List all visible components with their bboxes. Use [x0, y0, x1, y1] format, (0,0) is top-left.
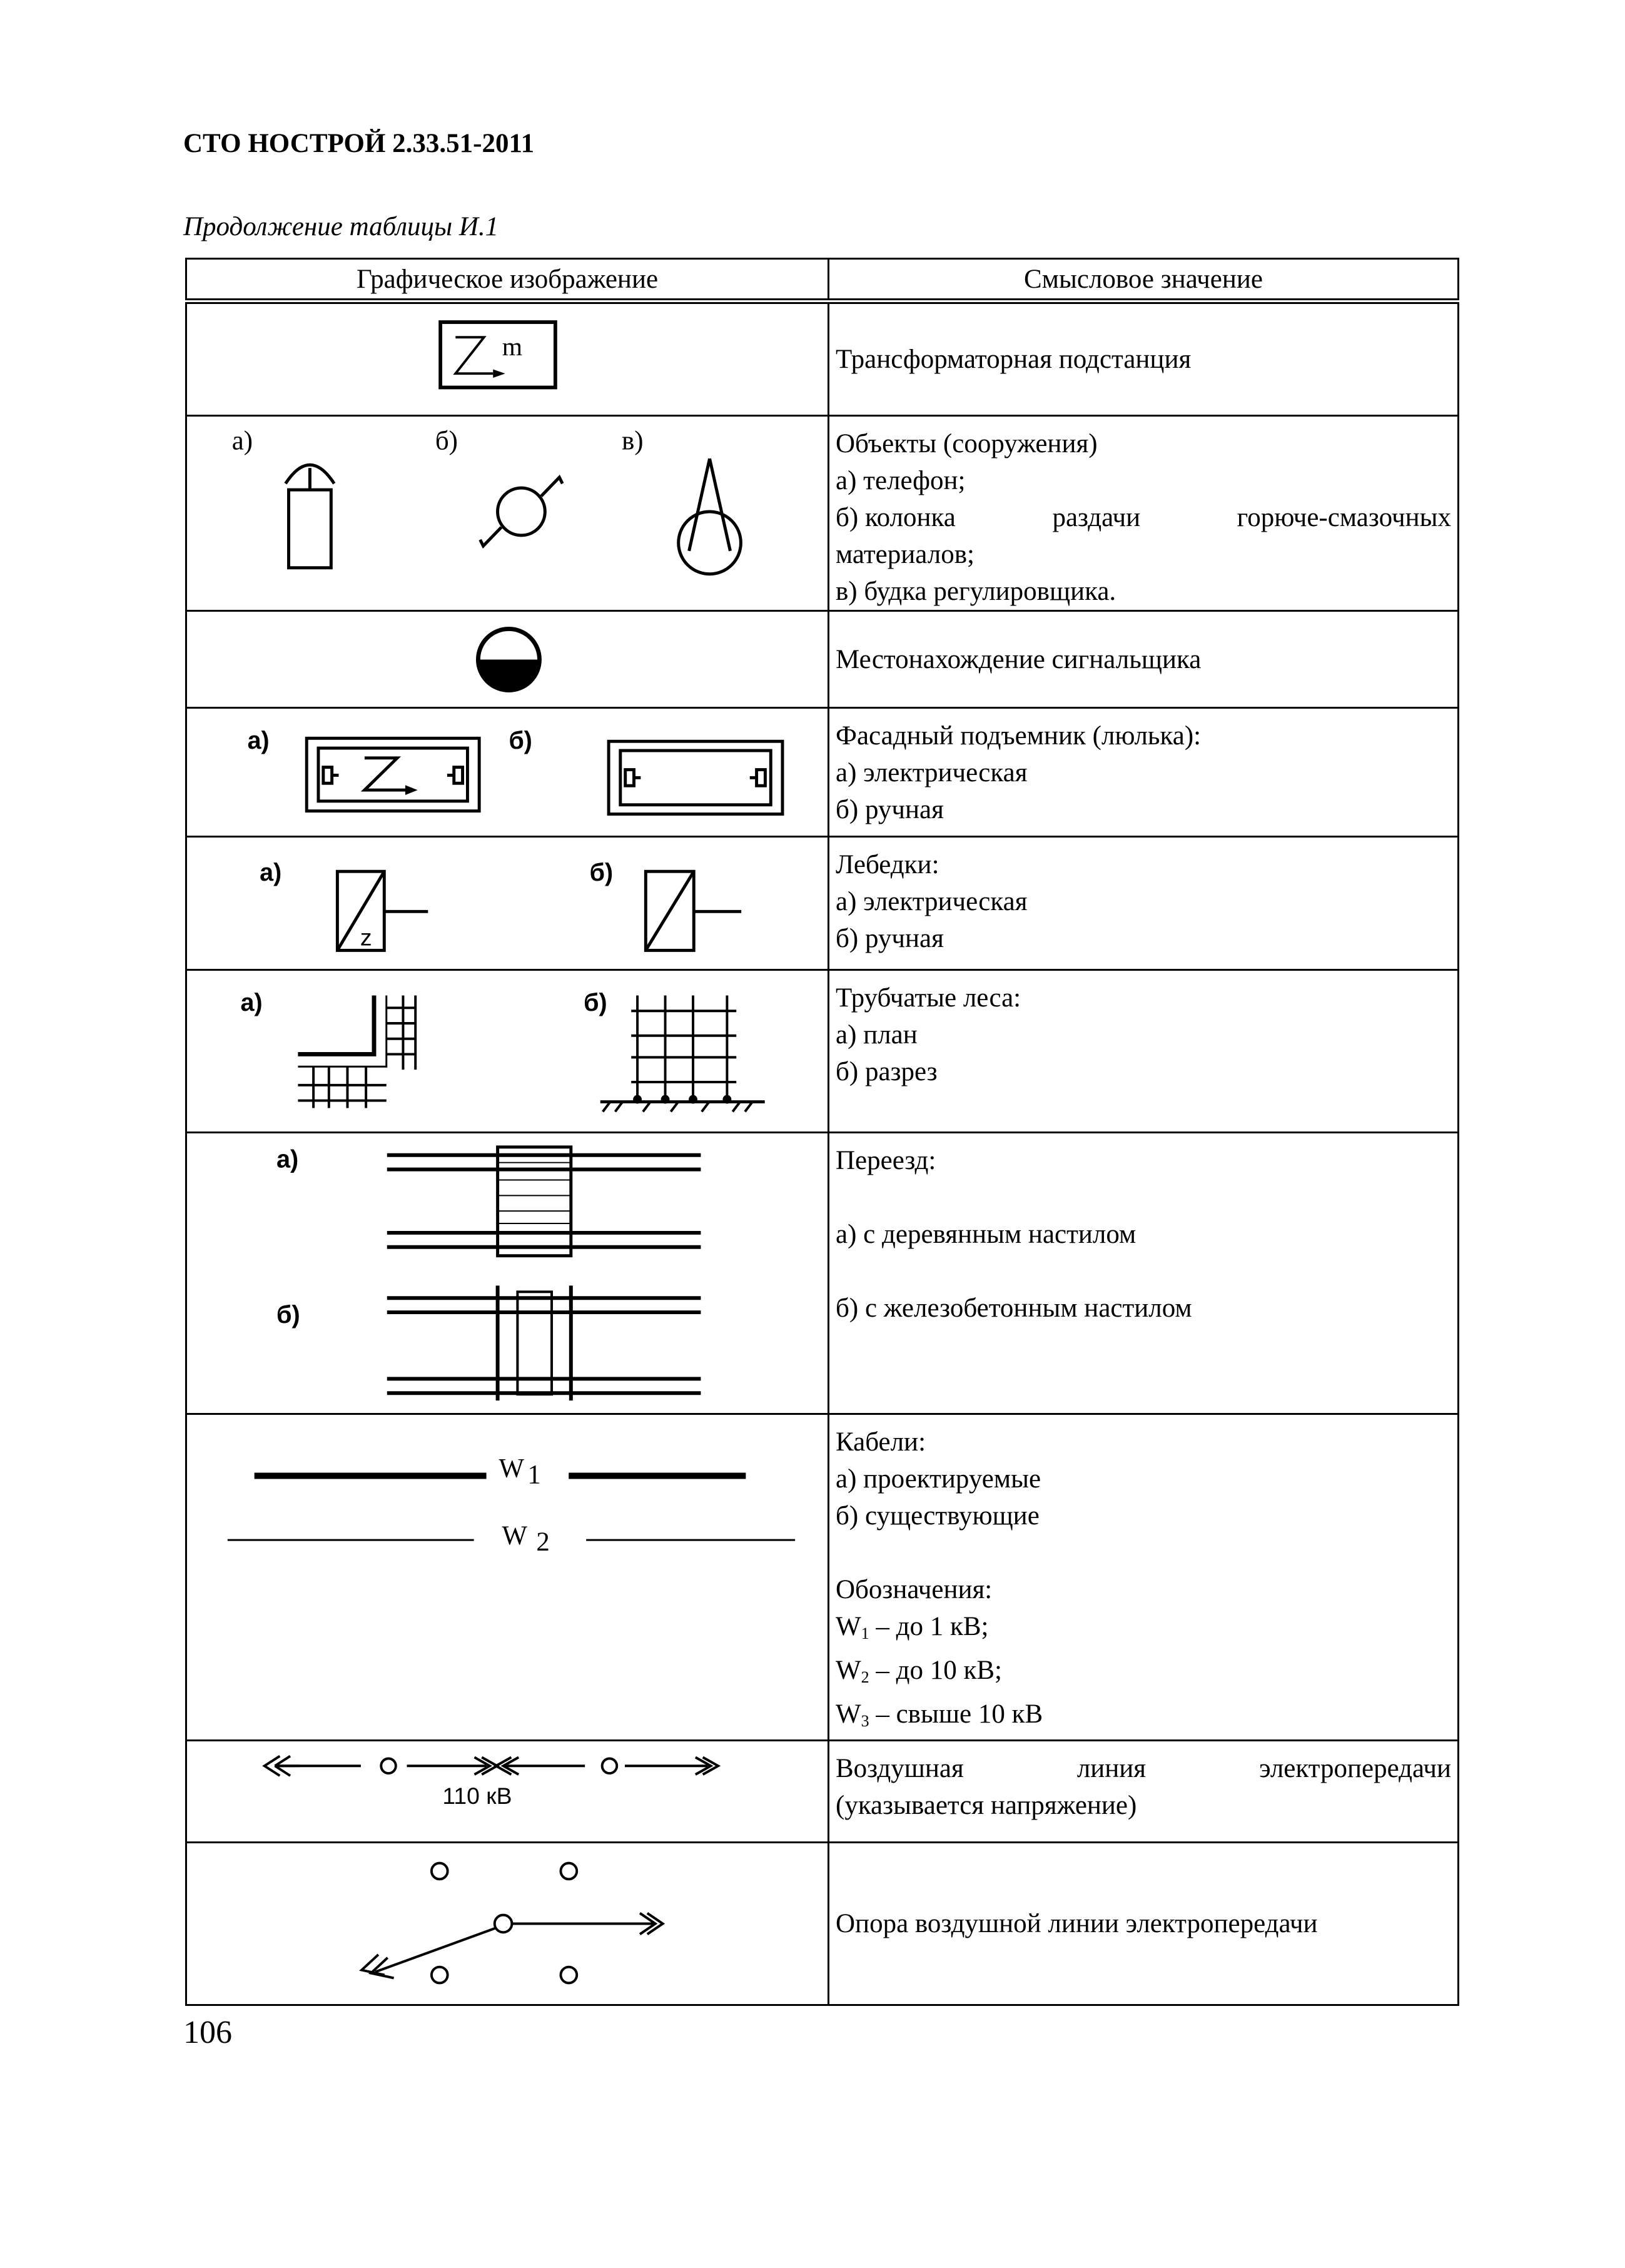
designation-subscript: 3: [861, 1712, 869, 1730]
designation-text: – до 1 кВ;: [869, 1612, 989, 1641]
designation-line: [836, 1608, 1451, 1652]
meaning-line: Трубчатые леса:: [836, 983, 1021, 1013]
manual-winch-symbol: [645, 871, 741, 950]
graphic-label: б): [584, 989, 607, 1017]
graphic-label: б): [509, 727, 532, 755]
power-line-symbol: [187, 1741, 828, 1841]
graphic-label: в): [621, 426, 644, 456]
meaning-cell: [829, 970, 1459, 1133]
meaning-line: б) ручная: [836, 795, 944, 824]
objects-symbols: [187, 417, 828, 610]
graphic-label: z: [360, 924, 372, 951]
graphic-label: 1: [527, 1460, 541, 1490]
meaning-word: б) колонка: [836, 503, 956, 532]
graphic-label: б): [589, 859, 614, 887]
table-row: [186, 301, 1459, 416]
table-row: [186, 611, 1459, 708]
manual-cradle-symbol: [609, 741, 782, 814]
page-number: 106: [183, 2015, 232, 2050]
graphic-label: а): [231, 426, 253, 456]
graphic-label: 2: [536, 1527, 550, 1557]
meaning-cell: [829, 611, 1459, 708]
meaning-line: [836, 1253, 1451, 1290]
voltage-label: 110 кВ: [442, 1783, 512, 1810]
graphic-label: б): [435, 426, 458, 456]
graphic-label: m: [502, 332, 523, 362]
designation-line: [836, 1696, 1451, 1739]
meaning-line: [836, 1750, 1451, 1787]
table-row: [186, 708, 1459, 837]
symbols-table: [185, 258, 1459, 2006]
meaning-cell: [829, 1843, 1459, 2005]
graphic-label: W: [499, 1454, 524, 1484]
meaning-line: (указывается напряжение): [836, 1791, 1137, 1820]
graphic-winches: [186, 837, 829, 970]
column-header-meaning: Смысловое значение: [829, 259, 1459, 301]
designation-subscript: 1: [861, 1624, 869, 1643]
scaffolding-symbols: [187, 971, 828, 1131]
table-header-row: [186, 259, 1459, 301]
meaning-cell: [829, 1133, 1459, 1414]
column-header-graphic: Графическое изображение: [186, 259, 829, 301]
table-row: [186, 1133, 1459, 1414]
table-row: [186, 1741, 1459, 1843]
table-row: [186, 416, 1459, 611]
designation-line: [836, 1652, 1451, 1696]
meaning-line: Местонахождение сигнальщика: [836, 644, 1202, 674]
graphic-power-line-support: [186, 1843, 829, 2005]
designation-text: – до 10 кВ;: [869, 1656, 1002, 1685]
power-line-support-symbol: [187, 1843, 828, 2004]
graphic-signalman: [186, 611, 829, 708]
meaning-cell: [829, 1414, 1459, 1741]
meaning-line: б) существующие: [836, 1501, 1040, 1531]
meaning-line: а) с деревянным настилом: [836, 1220, 1136, 1249]
graphic-label: а): [240, 989, 263, 1017]
meaning-line: б) ручная: [836, 924, 944, 953]
scaffolding-plan-symbol: [298, 996, 415, 1108]
graphic-objects: [186, 416, 829, 611]
meaning-line: а) электрическая: [836, 887, 1028, 916]
table-row: [186, 1843, 1459, 2005]
meaning-word: горюче-смазочных: [1237, 503, 1451, 532]
meaning-line: в) будка регулировщика.: [836, 577, 1116, 606]
table-row: [186, 970, 1459, 1133]
graphic-scaffolding: [186, 970, 829, 1133]
meaning-word: раздачи: [1052, 503, 1141, 532]
graphic-label: а): [276, 1145, 299, 1173]
meaning-line: Объекты (сооружения): [836, 429, 1098, 458]
graphic-cables: [186, 1414, 829, 1741]
meaning-line: [836, 1179, 1451, 1216]
graphic-label: а): [247, 727, 270, 755]
meaning-cell: [829, 708, 1459, 837]
graphic-facade-lift: [186, 708, 829, 837]
graphic-label: б): [276, 1300, 300, 1329]
meaning-line: Лебедки:: [836, 850, 939, 879]
meaning-line: Обозначения:: [836, 1575, 993, 1604]
meaning-line: Трансформаторная подстанция: [836, 345, 1192, 374]
graphic-label: а): [260, 859, 282, 887]
graphic-power-line: [186, 1741, 829, 1843]
concrete-deck-crossing-symbol: [387, 1285, 701, 1400]
winches-symbols: [187, 838, 828, 969]
table-caption: Продолжение таблицы И.1: [183, 212, 499, 241]
meaning-word: Воздушная: [836, 1754, 964, 1783]
traffic-booth-symbol: [679, 458, 741, 574]
graphic-label: W: [502, 1521, 527, 1551]
wooden-deck-crossing-symbol: [387, 1147, 701, 1256]
meaning-line: а) проектируемые: [836, 1464, 1041, 1494]
meaning-line: а) электрическая: [836, 758, 1028, 787]
meaning-line: б) разрез: [836, 1057, 938, 1086]
scaffolding-section-symbol: [600, 996, 765, 1112]
graphic-transformer-substation: [186, 301, 829, 416]
electric-winch-symbol: [337, 871, 428, 950]
electric-cradle-symbol: [306, 738, 479, 811]
meaning-cell: [829, 837, 1459, 970]
meaning-line: Переезд:: [836, 1146, 936, 1175]
meaning-line: а) телефон;: [836, 466, 966, 495]
meaning-line: б) с железобетонным настилом: [836, 1293, 1192, 1323]
facade-lift-symbols: [187, 709, 828, 836]
cables-symbols: [187, 1415, 828, 1739]
meaning-cell: [829, 301, 1459, 416]
designation-subscript: 2: [861, 1668, 869, 1686]
crossing-symbols: [187, 1133, 828, 1413]
telephone-symbol: [286, 465, 335, 568]
meaning-line: материалов;: [836, 540, 974, 569]
designation-letter: W: [836, 1656, 861, 1685]
meaning-cell: [829, 1741, 1459, 1843]
document-code: СТО НОСТРОЙ 2.33.51-2011: [183, 129, 535, 158]
meaning-line: а) план: [836, 1020, 918, 1050]
existing-cable-symbol: [228, 1521, 795, 1557]
meaning-line: [836, 1534, 1451, 1571]
table-row: [186, 1414, 1459, 1741]
table-row: [186, 837, 1459, 970]
graphic-crossing: [186, 1133, 829, 1414]
meaning-line: Кабели:: [836, 1427, 926, 1457]
signalman-symbol: [187, 612, 828, 707]
designation-letter: W: [836, 1612, 861, 1641]
designation-letter: W: [836, 1699, 861, 1729]
meaning-cell: [829, 416, 1459, 611]
designed-cable-symbol: [255, 1454, 746, 1489]
transformer-substation-symbol: [187, 304, 828, 415]
meaning-line: Опора воздушной линии электропередачи: [836, 1909, 1318, 1938]
meaning-line: Фасадный подъемник (люлька):: [836, 721, 1202, 751]
meaning-word: электропередачи: [1259, 1754, 1451, 1783]
meaning-word: линия: [1076, 1754, 1147, 1783]
meaning-line: [836, 499, 1451, 536]
designation-text: – свыше 10 кВ: [869, 1699, 1043, 1729]
fuel-column-symbol: [480, 477, 563, 546]
